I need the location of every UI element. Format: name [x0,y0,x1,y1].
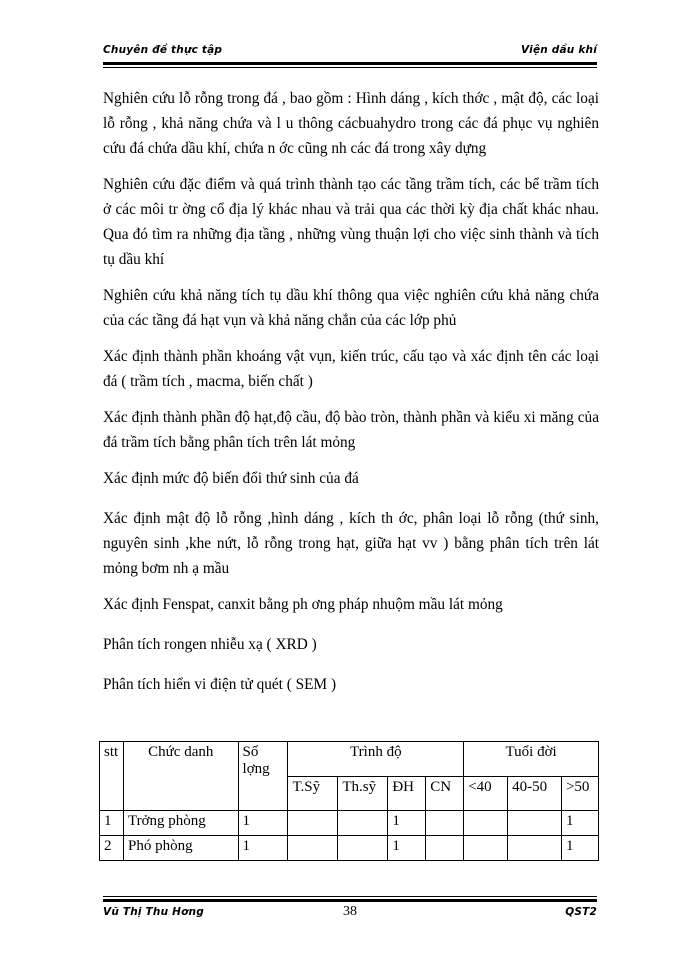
header-thsy: Th.sỹ [338,776,388,811]
cell-thsy [338,811,388,836]
header-count: Số lợng [238,742,288,811]
cell-stt: 2 [100,836,124,861]
paragraph: Xác định thành phần độ hạt,độ cầu, độ bào tròn, thành phần và kiểu xi măng của đá trầm tích bằng phân tích trên lát mỏng [103,409,599,451]
paragraph: Xác định mật độ lỗ rỗng ,hình dáng , kích th ớc, phân loại lỗ rỗng (thứ sinh, nguyên sinh ,khe nứt, lỗ rỗng trong hạt, giữa hạt vv ) bằng phân tích trên lát mỏng bơm nh ạ mầu [103,510,599,577]
paragraph: Nghiên cứu lỗ rỗng trong đá , bao gồm : Hình dáng , kích thớc , mật độ, các loại lỗ rỗng , khả năng chứa và l u thông cácbuahydro trong các đá phục vụ nghiên cứu đá chứa dầu khí, chứa n ớc cũng nh các đá trong xây dựng [103,90,599,157]
cell-lt40 [464,836,508,861]
table-row [100,811,599,836]
cell-stt: 1 [100,811,124,836]
header-title: Chức danh [123,742,238,811]
paragraph: Nghiên cứu đặc điểm và quá trình thành tạo các tầng trầm tích, các bể trầm tích ở các môi tr ờng cổ địa lý khác nhau và trải qua các thời kỳ địa chất khác nhau. Qua đó tìm ra những địa tầng , những vùng thuận lợi cho việc sinh thành và tích tụ dầu khí [103,176,599,268]
header-gt50: >50 [561,776,598,811]
paragraph: Xác định Fenspat, canxit bằng ph ơng pháp nhuộm mầu lát mỏng [103,596,503,613]
header-right-title: Viện dầu khí [521,44,597,56]
cell-lt40 [464,811,508,836]
cell-40-50 [508,836,562,861]
cell-dh: 1 [388,811,426,836]
cell-dh: 1 [388,836,426,861]
cell-gt50: 1 [561,836,598,861]
cell-gt50: 1 [561,811,598,836]
paragraph: Xác định thành phần khoáng vật vụn, kiến trúc, cấu tạo và xác định tên các loại đá ( trầm tích , macma, biến chất ) [103,348,599,390]
table-row [100,836,599,861]
cell-tsy [288,836,338,861]
header-cn: CN [426,776,464,811]
cell-thsy [338,836,388,861]
cell-cn [426,811,464,836]
header-dh: ĐH [388,776,426,811]
header-rule-thin [103,67,597,68]
cell-tsy [288,811,338,836]
header-lt40: <40 [464,776,508,811]
paragraph: Nghiên cứu khả năng tích tụ dầu khí thông qua việc nghiên cứu khả năng chứa của các tầng đá hạt vụn và khả năng chắn của các lớp phủ [103,287,599,329]
cell-title: Trởng phòng [123,811,238,836]
header-rule-thick [103,62,597,65]
cell-title: Phó phòng [123,836,238,861]
paragraph: Phân tích rongen nhiễu xạ ( XRD ) [103,636,317,653]
header-age-group: Tuổi đời [464,742,599,777]
footer-code: QST2 [565,906,597,918]
cell-cn [426,836,464,861]
page-footer [103,906,597,922]
header-tsy: T.Sỹ [288,776,338,811]
staff-table [99,741,599,861]
paragraph: Xác định mức độ biến đổi thứ sinh của đá [103,470,359,487]
header-40-50: 40-50 [508,776,562,811]
cell-count: 1 [238,836,288,861]
body-text [103,86,599,712]
cell-count: 1 [238,811,288,836]
footer-author: Vũ Thị Thu Hơng [103,906,204,918]
page-number: 38 [343,904,357,919]
header-left-title: Chuyên đề thực tập [103,44,223,56]
header-degree-group: Trình độ [288,742,464,777]
paragraph: Phân tích hiển vi điện tử quét ( SEM ) [103,676,337,693]
footer-rule-thin [103,896,597,897]
header-stt: stt [100,742,124,811]
footer-rule-thick [103,899,597,902]
table-header-row [100,742,599,777]
page-header [103,44,597,60]
cell-40-50 [508,811,562,836]
